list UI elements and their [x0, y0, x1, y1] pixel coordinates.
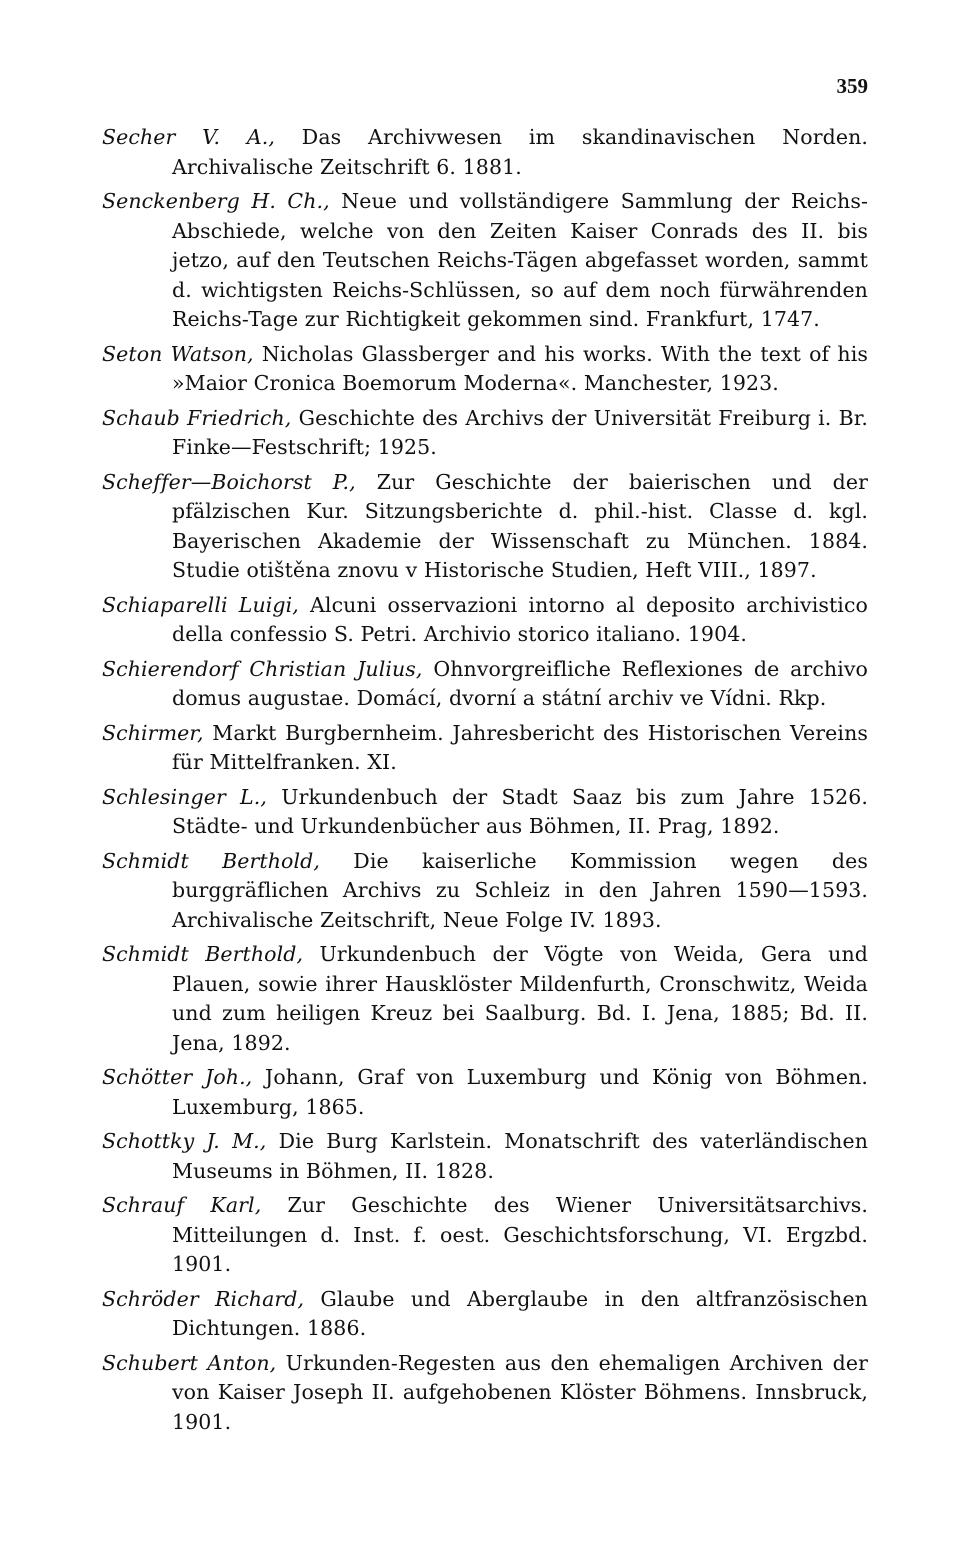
entry-text: Ohnvorgreifliche Reflexiones de archivo domus augustae. Domácí, dvorní a státní archiv ve Vídni. Rkp.	[172, 656, 868, 710]
entry-text: Zur Geschichte der baierischen und der pfälzischen Kur. Sitzungsberichte d. phil.-hist. Classe d. kgl. Bayerischen Akademie der Wissenschaft zu München. 1884. Studie otištěna znovu v Historische Studien, Heft VIII., 1897.	[172, 469, 869, 582]
bibliography-entry	[102, 719, 868, 778]
entry-author: Schiaparelli Luigi,	[102, 592, 299, 617]
entry-text: Glaube und Aberglaube in den altfranzösischen Dichtungen. 1886.	[172, 1286, 868, 1340]
entry-author: Schlesinger L.,	[102, 784, 267, 809]
entry-author: Schötter Joh.,	[102, 1065, 253, 1089]
entry-author: Schubert Anton,	[102, 1350, 277, 1375]
entry-author: Scheffer—Boichorst P.,	[102, 469, 356, 494]
page-number: 359	[836, 74, 868, 98]
bibliography-entry	[102, 187, 868, 335]
bibliography-entry	[102, 340, 868, 399]
entry-text: Urkunden-Regesten aus den ehemaligen Archiven der von Kaiser Joseph II. aufgehobenen Klöster Böhmens. Innsbruck, 1901.	[172, 1350, 868, 1434]
entry-author: Senckenberg H. Ch.,	[102, 189, 330, 213]
entry-author: Schirmer,	[102, 720, 204, 745]
entry-author: Schierendorf Christian Julius,	[102, 656, 423, 681]
entry-text: Urkundenbuch der Stadt Saaz bis zum Jahre 1526. Städte- und Urkundenbücher aus Böhmen, II. Prag, 1892.	[172, 784, 869, 838]
bibliography-entry	[102, 591, 868, 650]
bibliography-entry	[102, 468, 868, 586]
entry-text: Die Burg Karlstein. Monatschrift des vaterländischen Museums in Böhmen, II. 1828.	[172, 1129, 869, 1183]
entry-text: Urkundenbuch der Vögte von Weida, Gera und Plauen, sowie ihrer Hausklöster Mildenfurth, Cronschwitz, Weida und zum heiligen Kreuz bei Saalburg. Bd. I. Jena, 1885; Bd. II. Jena, 1892.	[172, 942, 868, 1055]
bibliography-list	[102, 123, 868, 1442]
bibliography-entry	[102, 1191, 868, 1280]
bibliography-entry	[102, 1127, 868, 1186]
entry-author: Schmidt Berthold,	[102, 848, 320, 873]
entry-author: Seton Watson,	[102, 341, 254, 366]
entry-text: Neue und vollständigere Sammlung der Reichs-Abschiede, welche von den Zeiten Kaiser Conrads des II. bis jetzo, auf den Teutschen Reichs-Tägen abgefasset worden, sammt d. wichtigsten Reichs-Schlüssen, so auf dem noch fürwährenden Reichs-Tage zur Richtigkeit gekommen sind. Frankfurt, 1747.	[172, 189, 868, 331]
entry-text: Das Archivwesen im skandinavischen Norden. Archivalische Zeitschrift 6. 1881.	[172, 125, 869, 179]
bibliography-entry	[102, 655, 868, 714]
bibliography-entry	[102, 123, 868, 182]
bibliography-entry	[102, 404, 868, 463]
entry-text: Zur Geschichte des Wiener Universitätsarchivs. Mitteilungen d. Inst. f. oest. Geschichtsforschung, VI. Ergzbd. 1901.	[172, 1193, 869, 1276]
bibliography-entry	[102, 940, 868, 1058]
entry-text: Geschichte des Archivs der Universität Freiburg i. Br. Finke—Festschrift; 1925.	[172, 405, 868, 459]
entry-text: Markt Burgbernheim. Jahresbericht des Historischen Vereins für Mittelfranken. XI.	[172, 720, 868, 774]
bibliography-entry	[102, 1285, 868, 1344]
entry-text: Johann, Graf von Luxemburg und König von Böhmen. Luxemburg, 1865.	[172, 1065, 868, 1119]
bibliography-entry	[102, 1349, 868, 1438]
entry-text: Nicholas Glassberger and his works. With the text of his »Maior Cronica Boemorum Moderna«. Manchester, 1923.	[172, 341, 868, 395]
entry-author: Secher V. A.,	[102, 125, 276, 149]
entry-author: Schrauf Karl,	[102, 1193, 262, 1217]
entry-author: Schottky J. M.,	[102, 1129, 267, 1153]
entry-author: Schaub Friedrich,	[102, 405, 292, 430]
entry-text: Alcuni osservazioni intorno al deposito archivistico della confessio S. Petri. Archivio storico italiano. 1904.	[172, 592, 868, 646]
bibliography-entry	[102, 1063, 868, 1122]
bibliography-entry	[102, 783, 868, 842]
entry-author: Schröder Richard,	[102, 1286, 305, 1311]
entry-author: Schmidt Berthold,	[102, 942, 304, 966]
entry-text: Die kaiserliche Kommission wegen des burggräflichen Archivs zu Schleiz in den Jahren 1590—1593. Archivalische Zeitschrift, Neue Folge IV. 1893.	[172, 848, 868, 932]
bibliography-entry	[102, 847, 868, 936]
